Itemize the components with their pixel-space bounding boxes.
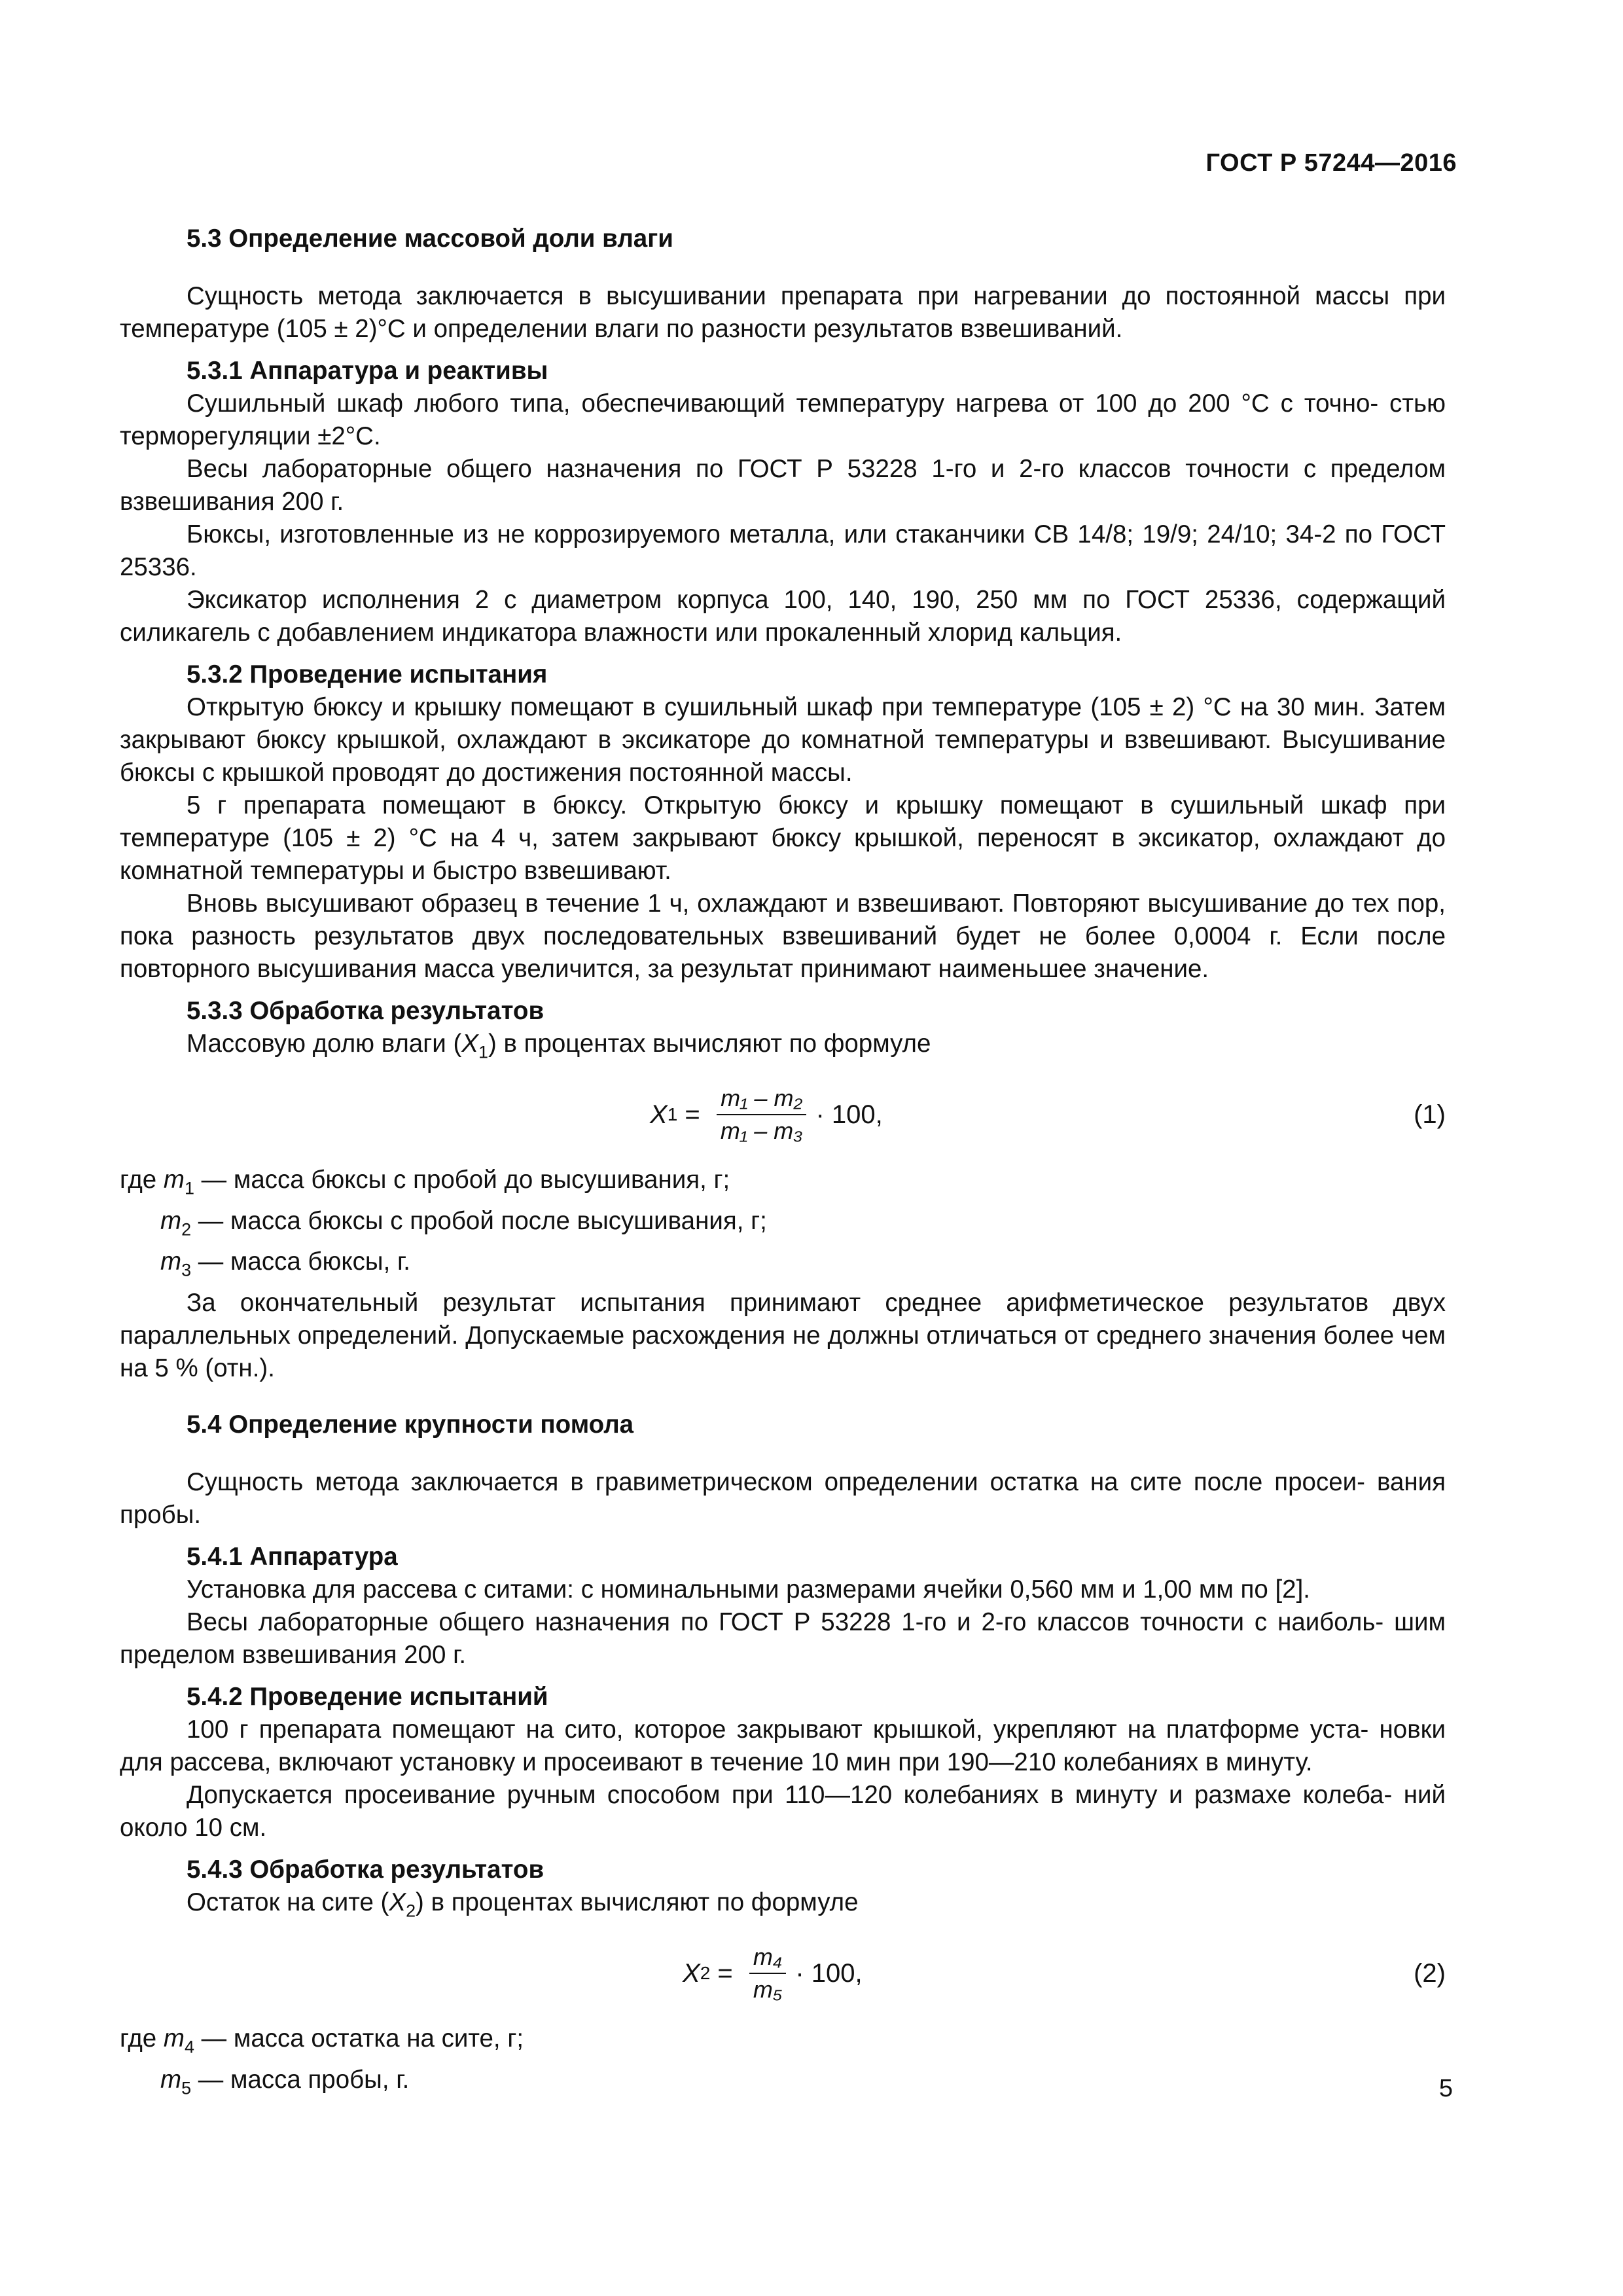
formula-number: (2) <box>1414 1959 1446 1988</box>
variable-definition: $m_3$ — масса бюксы, г. <box>160 1247 411 1280</box>
fraction-numerator: m₄ <box>749 1943 786 1974</box>
page-number: 5 <box>1438 2075 1453 2102</box>
formula-expression: X 2 = $\frac{\text{m₄}}{\text{m₅}}$ · 100, <box>683 1943 863 2003</box>
variable-definition: $m_5$ — масса пробы, г. <box>160 2065 410 2098</box>
section-title-5-4-1: 5.4.1 Аппаратура <box>187 1542 398 1571</box>
paragraph: За окончательный результат испытания принимают среднее арифметическое результатов двух параллельных определений. Допускаемые расхождения не должны отличаться от среднего значения более чем на 5 % (отн.). <box>120 1288 1446 1382</box>
section-title-5-4-3: 5.4.3 Обработка результатов <box>187 1855 544 1884</box>
formula-expression: X 1 = $\frac{\text{m₁ – m₂}}{\text{m₁ – m₃}}$ · 100, <box>650 1085 883 1145</box>
paragraph: Вновь высушивают образец в течение 1 ч, охлаждают и взвешивают. Повторяют высушивание до тех пор, пока разность результатов двух последовательных взвешиваний будет не более 0,0004 г. Если после повторного высушивания масса увеличится, за результат принимают наименьшее значение. <box>120 889 1446 983</box>
variable-definition: где $m_1$ — масса бюксы с пробой до высушивания, г; <box>120 1166 730 1198</box>
formula-number: (1) <box>1414 1100 1446 1130</box>
fraction-numerator: m₁ – m₂ <box>717 1084 806 1115</box>
section-title-5-4: 5.4 Определение крупности помола <box>187 1410 634 1439</box>
paragraph: Сущность метода заключается в высушивании препарата при нагревании до постоянной массы при температуре (105 ± 2)°С и определении влаги по разности результатов взвешиваний. <box>120 282 1446 343</box>
paragraph: Весы лабораторные общего назначения по ГОСТ Р 53228 1-го и 2-го классов точности с наиболь- шим пределом взвешивания 200 г. <box>120 1607 1446 1669</box>
formula-1 <box>120 1069 1446 1160</box>
paragraph: 5 г препарата помещают в бюксу. Открытую бюксу и крышку помещают в сушильный шкаф при температуре (105 ± 2) °С на 4 ч, затем закрывают бюксу крышкой, переносят в эксикатор, охлаждают до комнатной температуры и быстро взвешивают. <box>120 791 1446 885</box>
section-title-5-3-3: 5.3.3 Обработка результатов <box>187 997 544 1025</box>
fraction-denominator: m₅ <box>753 1976 783 2003</box>
formula-2 <box>120 1928 1446 2018</box>
formula-fraction <box>749 1943 786 2004</box>
formula-fraction <box>717 1084 807 1145</box>
variable-definition: где $m_4$ — масса остатка на сите, г; <box>120 2024 524 2057</box>
standard-code-header: ГОСТ Р 57244—2016 <box>1205 149 1457 177</box>
document-body <box>120 223 1446 2104</box>
section-title-5-4-2: 5.4.2 Проведение испытаний <box>187 1682 548 1711</box>
section-title-5-3-2: 5.3.2 Проведение испытания <box>187 660 548 689</box>
formula-intro: Остаток на сите $(X_2)$ в процентах вычисляют по формуле <box>187 1888 859 1921</box>
paragraph: Допускается просеивание ручным способом при 110—120 колебаниях в минуту и размахе колеба- ний около 10 см. <box>120 1780 1446 1842</box>
paragraph: Весы лабораторные общего назначения по ГОСТ Р 53228 1-го и 2-го классов точности с пределом взвешивания 200 г. <box>120 455 1446 516</box>
paragraph: Эксикатор исполнения 2 с диаметром корпуса 100, 140, 190, 250 мм по ГОСТ 25336, содержащий силикагель с добавлением индикатора влажности или прокаленный хлорид кальция. <box>120 586 1446 647</box>
variable-definition: $m_2$ — масса бюксы с пробой после высушивания, г; <box>160 1206 767 1240</box>
paragraph: Сущность метода заключается в гравиметрическом определении остатка на сите после просеи- вания пробы. <box>120 1467 1446 1529</box>
section-title-5-3: 5.3 Определение массовой доли влаги <box>187 224 673 253</box>
paragraph: Бюксы, изготовленные из не коррозируемого металла, или стаканчики СВ 14/8; 19/9; 24/10; 34-2 по ГОСТ 25336. <box>120 520 1446 581</box>
paragraph: 100 г препарата помещают на сито, которое закрывают крышкой, укрепляют на платформе уста- новки для рассева, включают установку и просеивают в течение 10 мин при 190—210 колебаниях в минуту. <box>120 1715 1446 1776</box>
section-title-5-3-1: 5.3.1 Аппаратура и реактивы <box>187 357 548 385</box>
paragraph: Установка для рассева с ситами: с номинальными размерами ячейки 0,560 мм и 1,00 мм по [2]. <box>187 1575 1310 1604</box>
formula-intro: Массовую долю влаги $(X_1)$ в процентах вычисляют по формуле <box>187 1030 931 1062</box>
fraction-denominator: m₁ – m₃ <box>720 1117 803 1145</box>
paragraph: Сушильный шкаф любого типа, обеспечивающий температуру нагрева от 100 до 200 °С с точно- стью терморегуляции ±2°С. <box>120 389 1446 450</box>
paragraph: Открытую бюксу и крышку помещают в сушильный шкаф при температуре (105 ± 2) °С на 30 мин. Затем закрывают бюксу крышкой, охлаждают в эксикаторе до комнатной температуры и взвешивают. Высушивание бюксы с крышкой проводят до достижения постоянной массы. <box>120 693 1446 787</box>
